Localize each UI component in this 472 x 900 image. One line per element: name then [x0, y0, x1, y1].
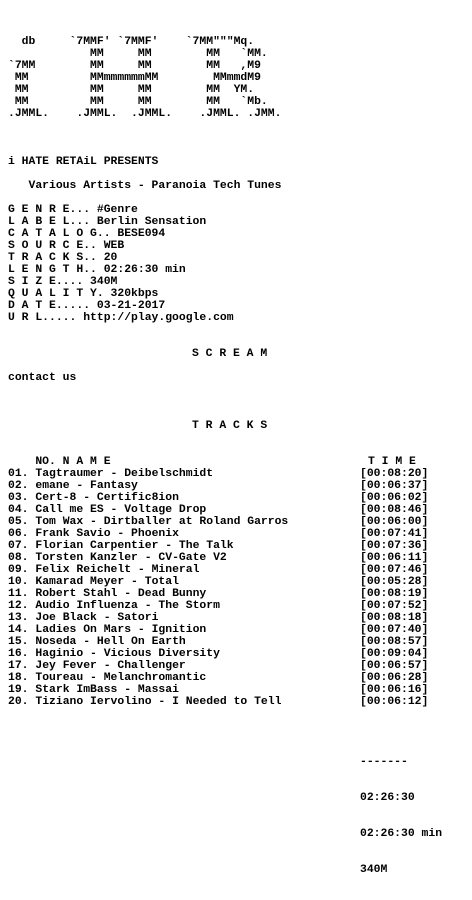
info-line: U R L..... http://play.google.com — [8, 312, 234, 324]
info-line: C A T A L O G.. BESE094 — [8, 228, 166, 240]
logo-line: MM MMmmmmmmMM MMmmdM9 — [8, 72, 261, 84]
info-line: S O U R C E.. WEB — [8, 240, 125, 252]
track-row — [8, 636, 472, 648]
track-number: 11. — [8, 588, 29, 600]
track-number: 05. — [8, 516, 29, 528]
track-row — [8, 600, 472, 612]
total-size: 340M — [360, 864, 388, 876]
info-line: Q U A L I T Y. 320kbps — [8, 288, 159, 300]
track-title: Florian Carpentier - The Talk — [35, 540, 234, 552]
track-title: Joe Black - Satori — [35, 612, 159, 624]
column-no-name: NO. N A M E — [35, 456, 111, 468]
info-line: G E N R E... #Genre — [8, 204, 138, 216]
track-title: Torsten Kanzler - CV-Gate V2 — [35, 552, 227, 564]
track-number: 06. — [8, 528, 29, 540]
track-number: 08. — [8, 552, 29, 564]
track-row — [8, 660, 472, 672]
track-row — [8, 504, 472, 516]
track-time: [00:06:57] — [360, 660, 429, 672]
track-number: 15. — [8, 636, 29, 648]
track-number: 04. — [8, 504, 29, 516]
track-number: 18. — [8, 672, 29, 684]
track-time: [00:08:57] — [360, 636, 429, 648]
track-time: [00:08:20] — [360, 468, 429, 480]
track-title: Call me ES - Voltage Drop — [35, 504, 207, 516]
track-time: [00:08:46] — [360, 504, 429, 516]
track-number: 03. — [8, 492, 29, 504]
column-time: T I M E — [368, 456, 416, 468]
track-time: [00:06:28] — [360, 672, 429, 684]
logo-line: db `7MMF' `7MMF' `7MM"""Mq. — [8, 36, 255, 48]
track-time: [00:07:36] — [360, 540, 429, 552]
track-time: [00:07:41] — [360, 528, 429, 540]
track-title: Tiziano Iervolino - I Needed to Tell — [35, 696, 282, 708]
track-title: Robert Stahl - Dead Bunny — [35, 588, 207, 600]
track-title: Stark ImBass - Massai — [35, 684, 179, 696]
logo-line: MM MM MM MM `Mb. — [8, 96, 268, 108]
track-time: [00:06:02] — [360, 492, 429, 504]
info-line: L A B E L... Berlin Sensation — [8, 216, 207, 228]
track-row — [8, 528, 472, 540]
track-row — [8, 564, 472, 576]
track-title: Jey Fever - Challenger — [35, 660, 186, 672]
presents-line: i HATE RETAiL PRESENTS — [8, 156, 159, 168]
ascii-logo — [8, 36, 281, 120]
track-time: [00:09:04] — [360, 648, 429, 660]
track-title: Tom Wax - Dirtballer at Roland Garros — [35, 516, 289, 528]
contact-link[interactable]: contact us — [8, 372, 77, 384]
totals-rule: ------- — [360, 756, 408, 768]
track-title: emane - Fantasy — [35, 480, 138, 492]
logo-line: MM MM MM MM YM. — [8, 84, 255, 96]
track-number: 07. — [8, 540, 29, 552]
track-title: Felix Reichelt - Mineral — [35, 564, 200, 576]
totals — [360, 732, 442, 900]
track-row — [8, 648, 472, 660]
track-title: Kamarad Meyer - Total — [35, 576, 179, 588]
track-time: [00:06:00] — [360, 516, 429, 528]
track-number: 10. — [8, 576, 29, 588]
track-title: Ladies On Mars - Ignition — [35, 624, 207, 636]
track-row — [8, 576, 472, 588]
tracklist — [8, 468, 472, 708]
track-row — [8, 516, 472, 528]
logo-line: .JMML. .JMML. .JMML. .JMML. .JMM. — [8, 108, 282, 120]
track-time: [00:08:19] — [360, 588, 429, 600]
track-time: [00:08:18] — [360, 612, 429, 624]
track-time: [00:06:11] — [360, 552, 429, 564]
track-title: Tagtraumer - Deibelschmidt — [35, 468, 214, 480]
track-time: [00:07:52] — [360, 600, 429, 612]
track-time: [00:05:28] — [360, 576, 429, 588]
track-row — [8, 684, 472, 696]
track-number: 16. — [8, 648, 29, 660]
scream-heading: S C R E A M — [192, 348, 268, 360]
track-row — [8, 552, 472, 564]
track-time: [00:06:37] — [360, 480, 429, 492]
track-row — [8, 672, 472, 684]
track-row — [8, 588, 472, 600]
track-number: 14. — [8, 624, 29, 636]
track-number: 19. — [8, 684, 29, 696]
track-time: [00:07:46] — [360, 564, 429, 576]
track-title: Haginio - Vicious Diversity — [35, 648, 220, 660]
track-title: Noseda - Hell On Earth — [35, 636, 186, 648]
track-row — [8, 612, 472, 624]
track-title: Cert-8 - Certific8ion — [35, 492, 179, 504]
logo-line: MM MM MM `MM. — [8, 48, 268, 60]
track-number: 20. — [8, 696, 29, 708]
track-number: 01. — [8, 468, 29, 480]
track-row — [8, 624, 472, 636]
track-row — [8, 480, 472, 492]
release-title: Various Artists - Paranoia Tech Tunes — [8, 180, 282, 192]
track-title: Frank Savio - Phoenix — [35, 528, 179, 540]
info-line: L E N G T H.. 02:26:30 min — [8, 264, 186, 276]
release-info — [8, 204, 234, 324]
track-number: 09. — [8, 564, 29, 576]
track-time: [00:06:12] — [360, 696, 429, 708]
track-number: 17. — [8, 660, 29, 672]
track-title: Toureau - Melanchromantic — [35, 672, 207, 684]
track-row — [8, 696, 472, 708]
track-time: [00:06:16] — [360, 684, 429, 696]
info-line: T R A C K S.. 20 — [8, 252, 118, 264]
info-line: S I Z E.... 340M — [8, 276, 118, 288]
track-row — [8, 540, 472, 552]
track-row — [8, 468, 472, 480]
total-length: 02:26:30 min — [360, 828, 443, 840]
track-row — [8, 492, 472, 504]
track-title: Audio Influenza - The Storm — [35, 600, 220, 612]
info-line: D A T E..... 03-21-2017 — [8, 300, 166, 312]
logo-line: `7MM MM MM MM ,M9 — [8, 60, 261, 72]
tracks-heading: T R A C K S — [192, 420, 268, 432]
track-number: 12. — [8, 600, 29, 612]
total-time: 02:26:30 — [360, 792, 415, 804]
track-time: [00:07:40] — [360, 624, 429, 636]
track-number: 02. — [8, 480, 29, 492]
track-number: 13. — [8, 612, 29, 624]
